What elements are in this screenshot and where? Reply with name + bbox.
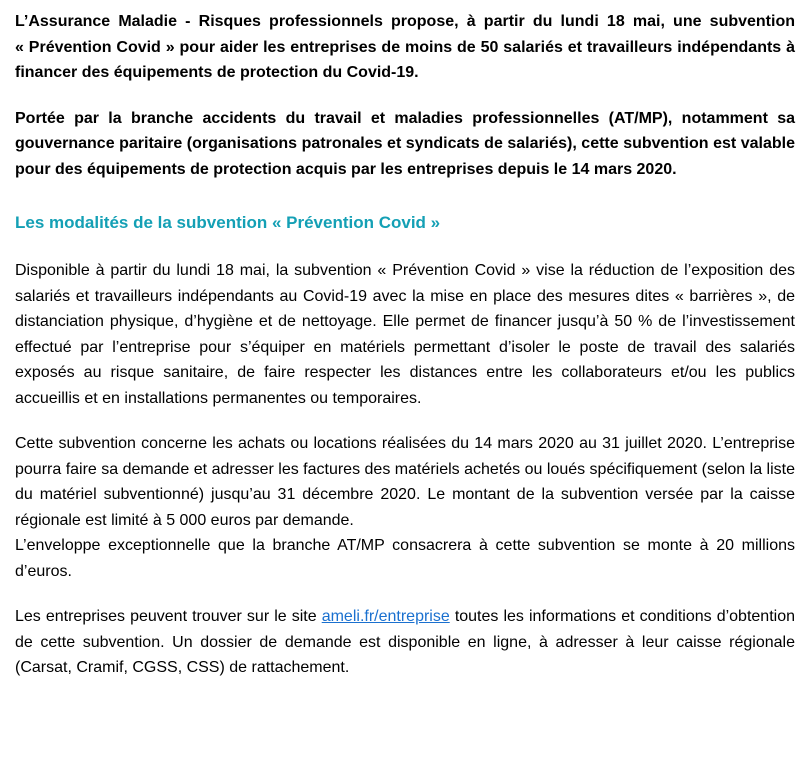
intro-paragraph-2: Portée par la branche accidents du travail et maladies professionnelles (AT/MP), notamment sa gouvernance paritaire (organisations patronales et syndicats de salariés), cette subvention est valable pour des équipements de protection acquis par les entreprises depuis le 14 mars 2020. — [15, 109, 795, 178]
body-paragraph-informations — [15, 604, 795, 681]
informations-text-before-link: Les entreprises peuvent trouver sur le site — [15, 608, 322, 625]
section-heading-modalites: Les modalités de la subvention « Prévention Covid » — [15, 213, 441, 232]
body-paragraph-subvention-dates — [15, 431, 795, 584]
enveloppe-text: L’enveloppe exceptionnelle que la branche AT/MP consacrera à cette subvention se monte à 20 millions d’euros. — [15, 537, 795, 580]
body-paragraph-disponible: Disponible à partir du lundi 18 mai, la subvention « Prévention Covid » vise la réduction de l’exposition des salariés et travailleurs indépendants au Covid-19 avec la mise en place des mesures dites « barrières », de distanciation physique, d’hygiène et de nettoyage. Elle permet de financer jusqu’à 50 % de l’investissement effectué par l’entreprise pour s’équiper en matériels permettant d’isoler le poste de travail des salariés exposés au risque sanitaire, de faire respecter les distances entre les collaborateurs et/ou les publics accueillis et en installations permanentes ou temporaires. — [15, 262, 795, 407]
informations-text-after-link: toutes les informations et conditions d’obtention de cette subvention. Un dossier de demande est disponible en ligne, à adresser à leur caisse régionale (Carsat, Cramif, CGSS, CSS) de rattachement. — [15, 608, 795, 676]
intro-paragraph-1: L’Assurance Maladie - Risques professionnels propose, à partir du lundi 18 mai, une subvention « Prévention Covid » pour aider les entreprises de moins de 50 salariés et travailleurs indépendants à financer des équipements de protection du Covid-19. — [15, 13, 795, 81]
subvention-dates-text: Cette subvention concerne les achats ou locations réalisées du 14 mars 2020 au 31 juillet 2020. L’entreprise pourra faire sa demande et adresser les factures des matériels achetés ou loués spécifiquement (selon la liste du matériel subventionné) jusqu’au 31 décembre 2020. Le montant de la subvention versée par la caisse régionale est limité à 5 000 euros par demande. — [15, 435, 795, 529]
ameli-entreprise-link[interactable]: ameli.fr/entreprise — [321, 608, 450, 625]
